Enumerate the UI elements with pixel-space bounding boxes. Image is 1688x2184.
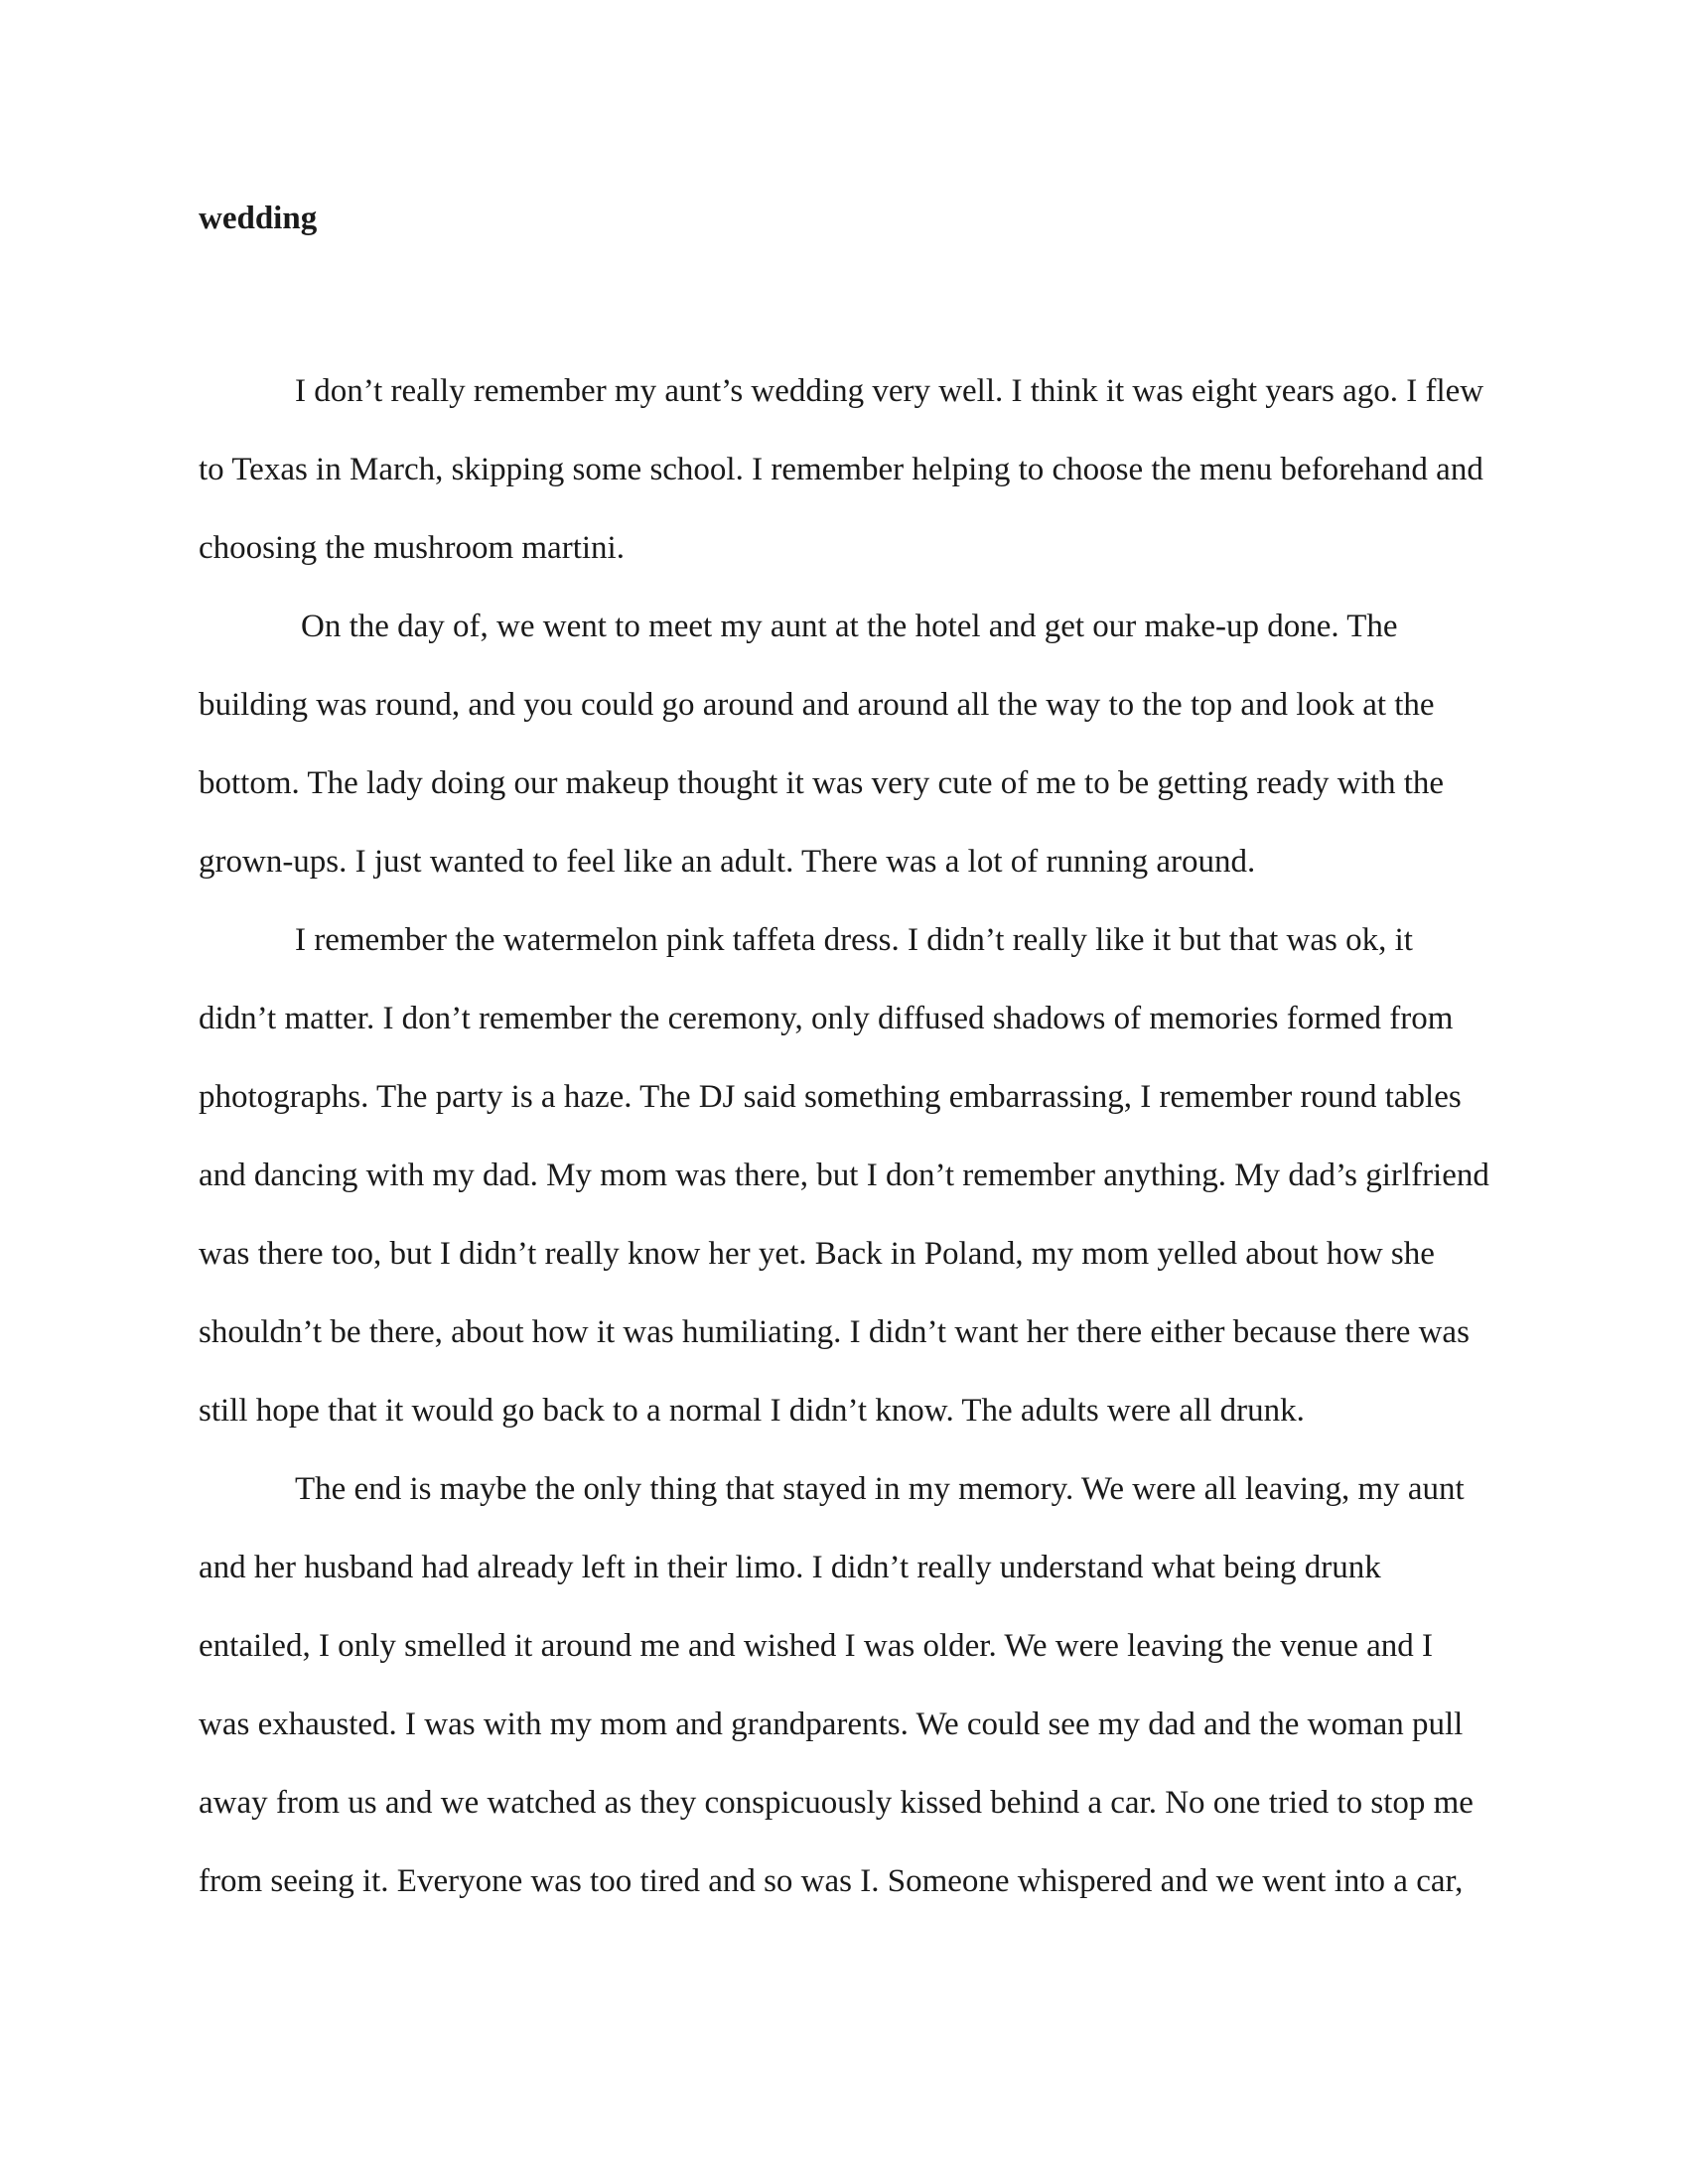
paragraph: The end is maybe the only thing that stayed in my memory. We were all leaving, my aunt and her husband had already left in their limo. I didn’t really understand what being drunk entailed, I only smelled it around me and wished I was older. We were leaving the venue and I was exhausted. I was with my mom and grandparents. We could see my dad and the woman pull away from us and we watched as they conspicuously kissed behind a car. No one tried to stop me from seeing it. Everyone was too tired and so was I. Someone whispered and we went into a car, — [199, 1471, 1474, 1899]
paragraph: On the day of, we went to meet my aunt at the hotel and get our make-up done. The building was round, and you could go around and around all the way to the top and look at the bottom. The lady doing our makeup thought it was very cute of me to be getting ready with the grown-ups. I just wanted to feel like an adult. There was a lot of running around. — [199, 609, 1445, 880]
paragraph: I remember the watermelon pink taffeta dress. I didn’t really like it but that was ok, it didn’t matter. I don’t remember the ceremony, only diffused shadows of memories formed from photographs. The party is a haze. The DJ said something embarrassing, I remember round tables and dancing with my dad. My mom was there, but I don’t remember anything. My dad’s girlfriend was there too, but I didn’t really know her yet. Back in Poland, my mom yelled about how she shouldn’t be there, about how it was humiliating. I didn’t want her there either because there was still hope that it would go back to a normal I didn’t know. The adults were all drunk. — [199, 922, 1489, 1429]
document-title: wedding — [199, 201, 318, 236]
document-body — [199, 352, 1489, 1921]
paragraph: I don’t really remember my aunt’s wedding very well. I think it was eight years ago. I flew to Texas in March, skipping some school. I remember helping to choose the menu beforehand and choosing the mushroom martini. — [199, 373, 1484, 566]
